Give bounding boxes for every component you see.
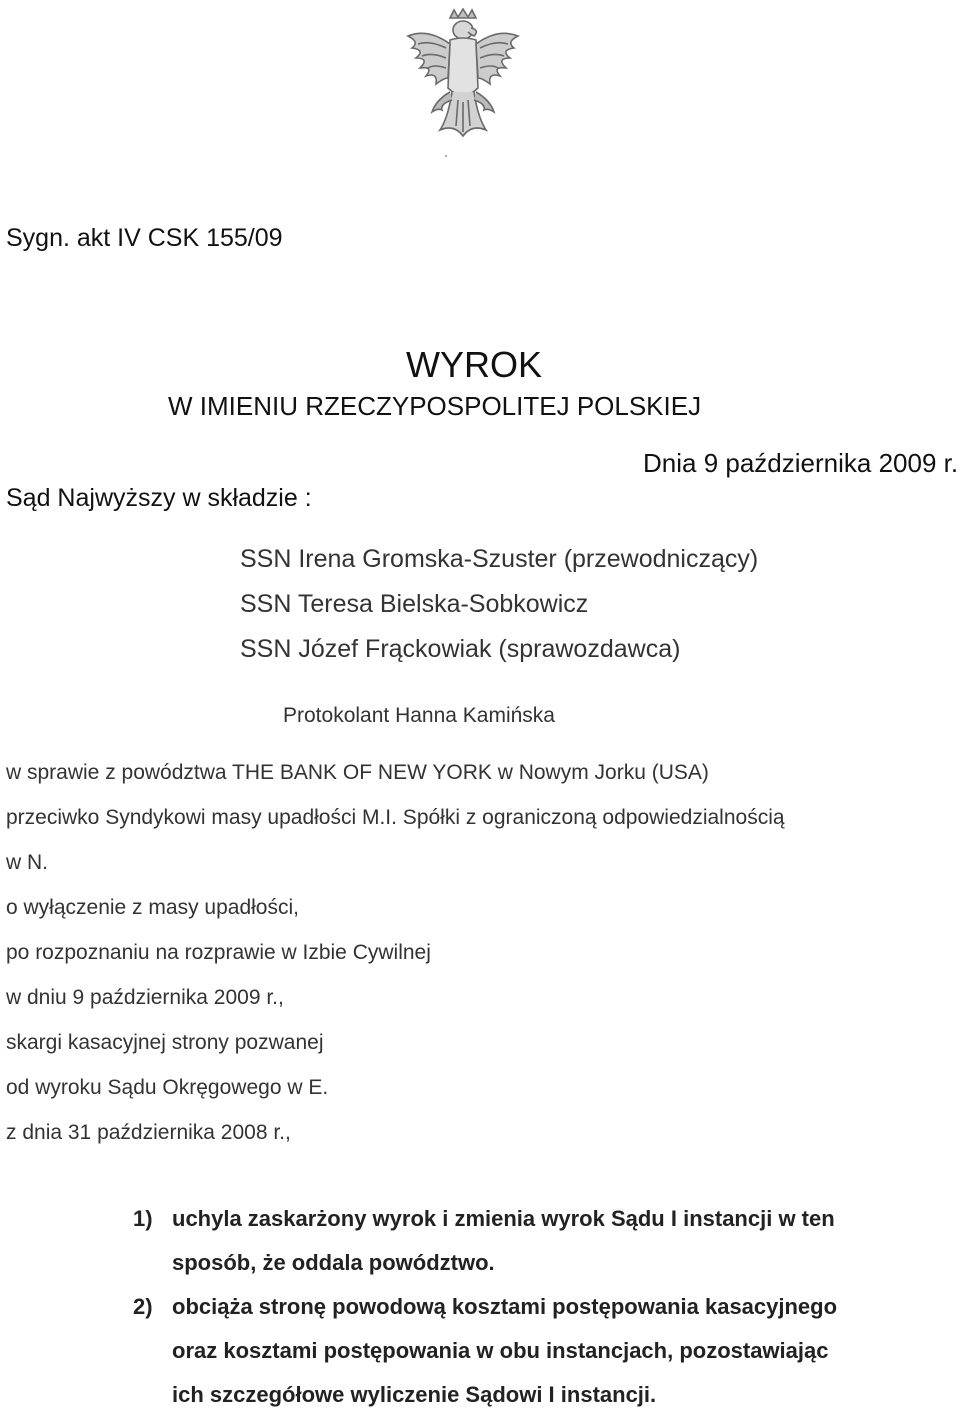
case-line: po rozpoznaniu na rozprawie w Izbie Cywilnej — [6, 941, 431, 964]
case-line: o wyłączenie z masy upadłości, — [6, 896, 299, 919]
case-line: przeciwko Syndykowi masy upadłości M.I. Spółki z ograniczoną odpowiedzialnością — [6, 806, 785, 829]
ruling-number: 1) — [133, 1206, 153, 1231]
judgment-date: Dnia 9 października 2009 r. — [643, 448, 959, 478]
ruling-text: oraz kosztami postępowania w obu instancjach, pozostawiając — [172, 1338, 829, 1363]
judge-rapporteur: SSN Józef Frąckowiak (sprawozdawca) — [240, 635, 681, 663]
ruling-text: sposób, że oddala powództwo. — [172, 1250, 495, 1275]
case-signature: Sygn. akt IV CSK 155/09 — [6, 224, 283, 252]
case-line: w sprawie z powództwa THE BANK OF NEW YORK w Nowym Jorku (USA) — [6, 761, 709, 784]
case-line: od wyroku Sądu Okręgowego w E. — [6, 1076, 329, 1099]
ruling-text: uchyla zaskarżony wyrok i zmienia wyrok Sądu I instancji w ten — [172, 1206, 835, 1231]
case-line: z dnia 31 października 2008 r., — [6, 1121, 291, 1144]
case-line: skargi kasacyjnej strony pozwanej — [6, 1031, 324, 1054]
judge-member: SSN Teresa Bielska-Sobkowicz — [240, 590, 589, 618]
court-composition-label: Sąd Najwyższy w składzie : — [6, 484, 312, 512]
court-clerk: Protokolant Hanna Kamińska — [283, 704, 555, 727]
judge-presiding: SSN Irena Gromska-Szuster (przewodniczący) — [240, 545, 759, 573]
case-line: w N. — [6, 851, 48, 874]
case-line: w dniu 9 października 2009 r., — [6, 986, 284, 1009]
ruling-text: obciąża stronę powodową kosztami postępowania kasacyjnego — [172, 1294, 838, 1319]
document-title: WYROK — [406, 344, 543, 385]
polish-eagle-emblem-icon — [398, 8, 528, 158]
ruling-text: ich szczegółowe wyliczenie Sądowi I instancji. — [172, 1382, 657, 1407]
document-subtitle: W IMIENIU RZECZYPOSPOLITEJ POLSKIEJ — [168, 391, 702, 421]
ruling-number: 2) — [133, 1294, 153, 1319]
